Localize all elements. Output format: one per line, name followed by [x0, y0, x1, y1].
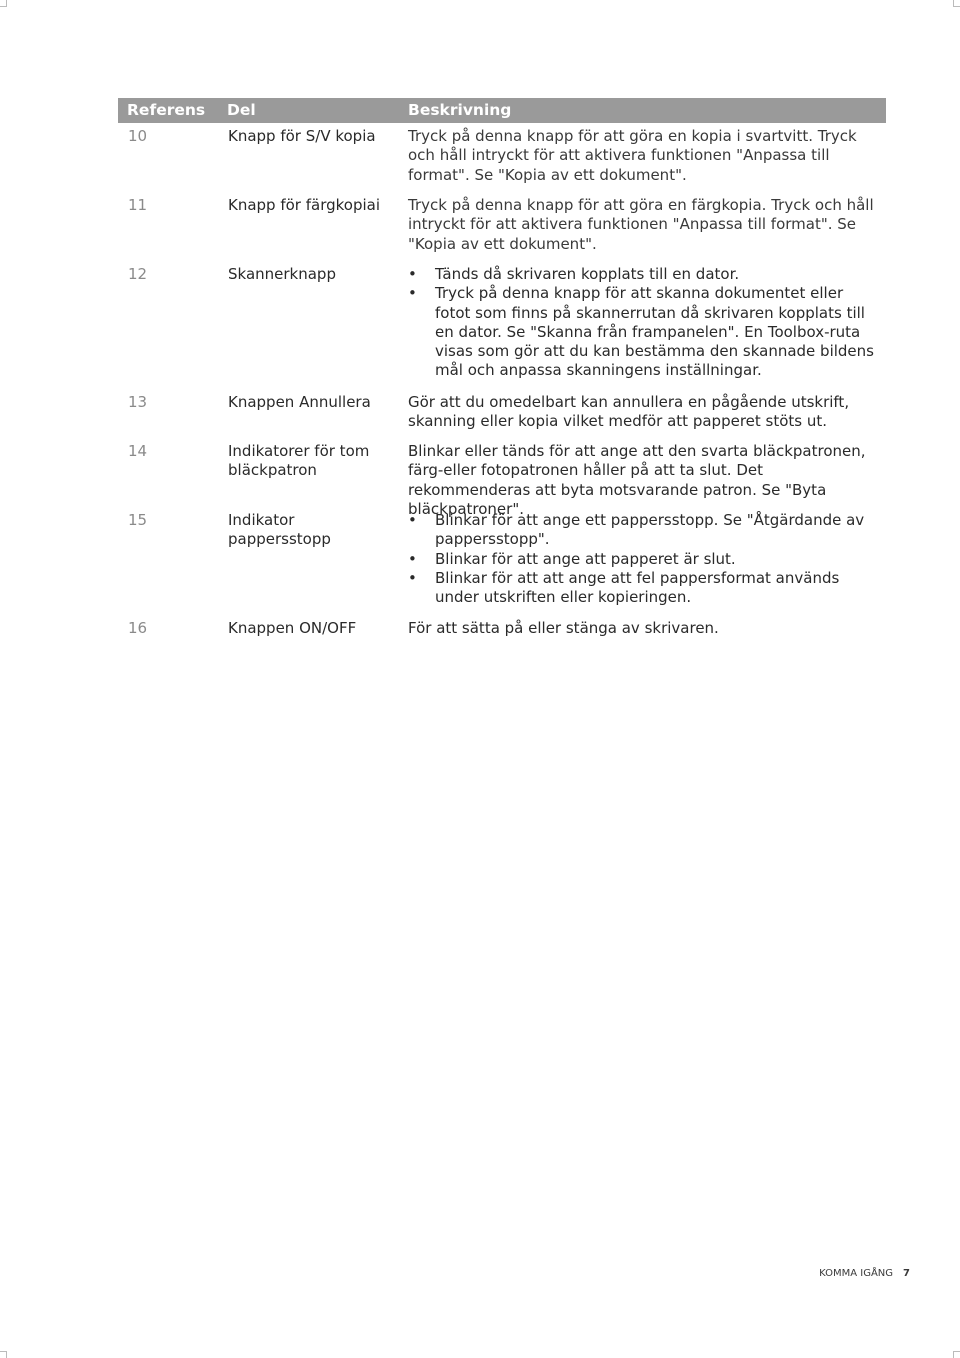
- page-number: 7: [903, 1268, 910, 1279]
- row-ref: 13: [128, 393, 148, 411]
- bullet-item: • Tryck på denna knapp för att skanna dokumentet eller fotot som finns på skannerrutan då skrivaren kopplats till en dator. Se "Skanna från frampanelen". En Toolbox-ruta visas som gör att du kan bestämma den skannade bildens mål och anpassa skanningens inställningar.: [408, 284, 878, 380]
- row-del: Indikatorer för tom bläckpatron: [228, 442, 370, 480]
- footer-section: KOMMA IGÅNG: [819, 1268, 894, 1279]
- row-ref: 15: [128, 511, 148, 529]
- row-desc: Tryck på denna knapp för att göra en kopia i svartvitt. Tryck och håll intryckt för att aktivera funktionen "Anpassa till format". Se "Kopia av ett dokument".: [408, 127, 857, 184]
- crop-mark-top-left: [0, 0, 7, 7]
- bullet-item: • Blinkar för att ange att papperet är slut.: [408, 550, 878, 569]
- row-del: Indikator pappersstopp: [228, 511, 331, 549]
- table-header: [118, 98, 886, 123]
- row-del: Knapp för färgkopiai: [228, 196, 381, 214]
- crop-mark-bottom-left: [0, 1351, 7, 1358]
- bullet-item: • Blinkar för att att ange att fel pappersformat används under utskriften eller kopieringen.: [408, 569, 878, 608]
- page-footer: [760, 1268, 910, 1279]
- header-beskrivning: Beskrivning: [408, 101, 512, 119]
- row-bullet-list: [408, 511, 878, 607]
- row-desc: Gör att du omedelbart kan annullera en pågående utskrift, skanning eller kopia vilket medför att papperet stöts ut.: [408, 393, 850, 431]
- row-ref: 12: [128, 265, 148, 283]
- bullet-item: • Tänds då skrivaren kopplats till en dator.: [408, 265, 878, 284]
- row-del: Knapp för S/V kopia: [228, 127, 376, 145]
- row-del: Knappen ON/OFF: [228, 619, 357, 637]
- row-ref: 14: [128, 442, 148, 460]
- row-ref: 16: [128, 619, 148, 637]
- crop-mark-bottom-right: [953, 1351, 960, 1358]
- bullet-item: • Blinkar för att ange ett pappersstopp. Se "Åtgärdande av pappersstopp".: [408, 511, 878, 550]
- row-bullet-list: [408, 265, 878, 381]
- row-desc: Blinkar eller tänds för att ange att den svarta bläckpatronen, färg-eller fotopatronen håller på att ta slut. Det rekommenderas att byta motsvarande patron. Se "Byta bläckpatroner".: [408, 442, 866, 518]
- row-del: Skannerknapp: [228, 265, 336, 283]
- header-referens: Referens: [127, 101, 206, 119]
- row-desc: För att sätta på eller stänga av skrivaren.: [408, 619, 719, 637]
- row-del: Knappen Annullera: [228, 393, 371, 411]
- row-ref: 11: [128, 196, 148, 214]
- row-ref: 10: [128, 127, 148, 145]
- row-desc: Tryck på denna knapp för att göra en färgkopia. Tryck och håll intryckt för att aktivera funktionen "Anpassa till format". Se "Kopia av ett dokument".: [408, 196, 874, 253]
- crop-mark-top-right: [953, 0, 960, 7]
- header-del: Del: [227, 101, 256, 119]
